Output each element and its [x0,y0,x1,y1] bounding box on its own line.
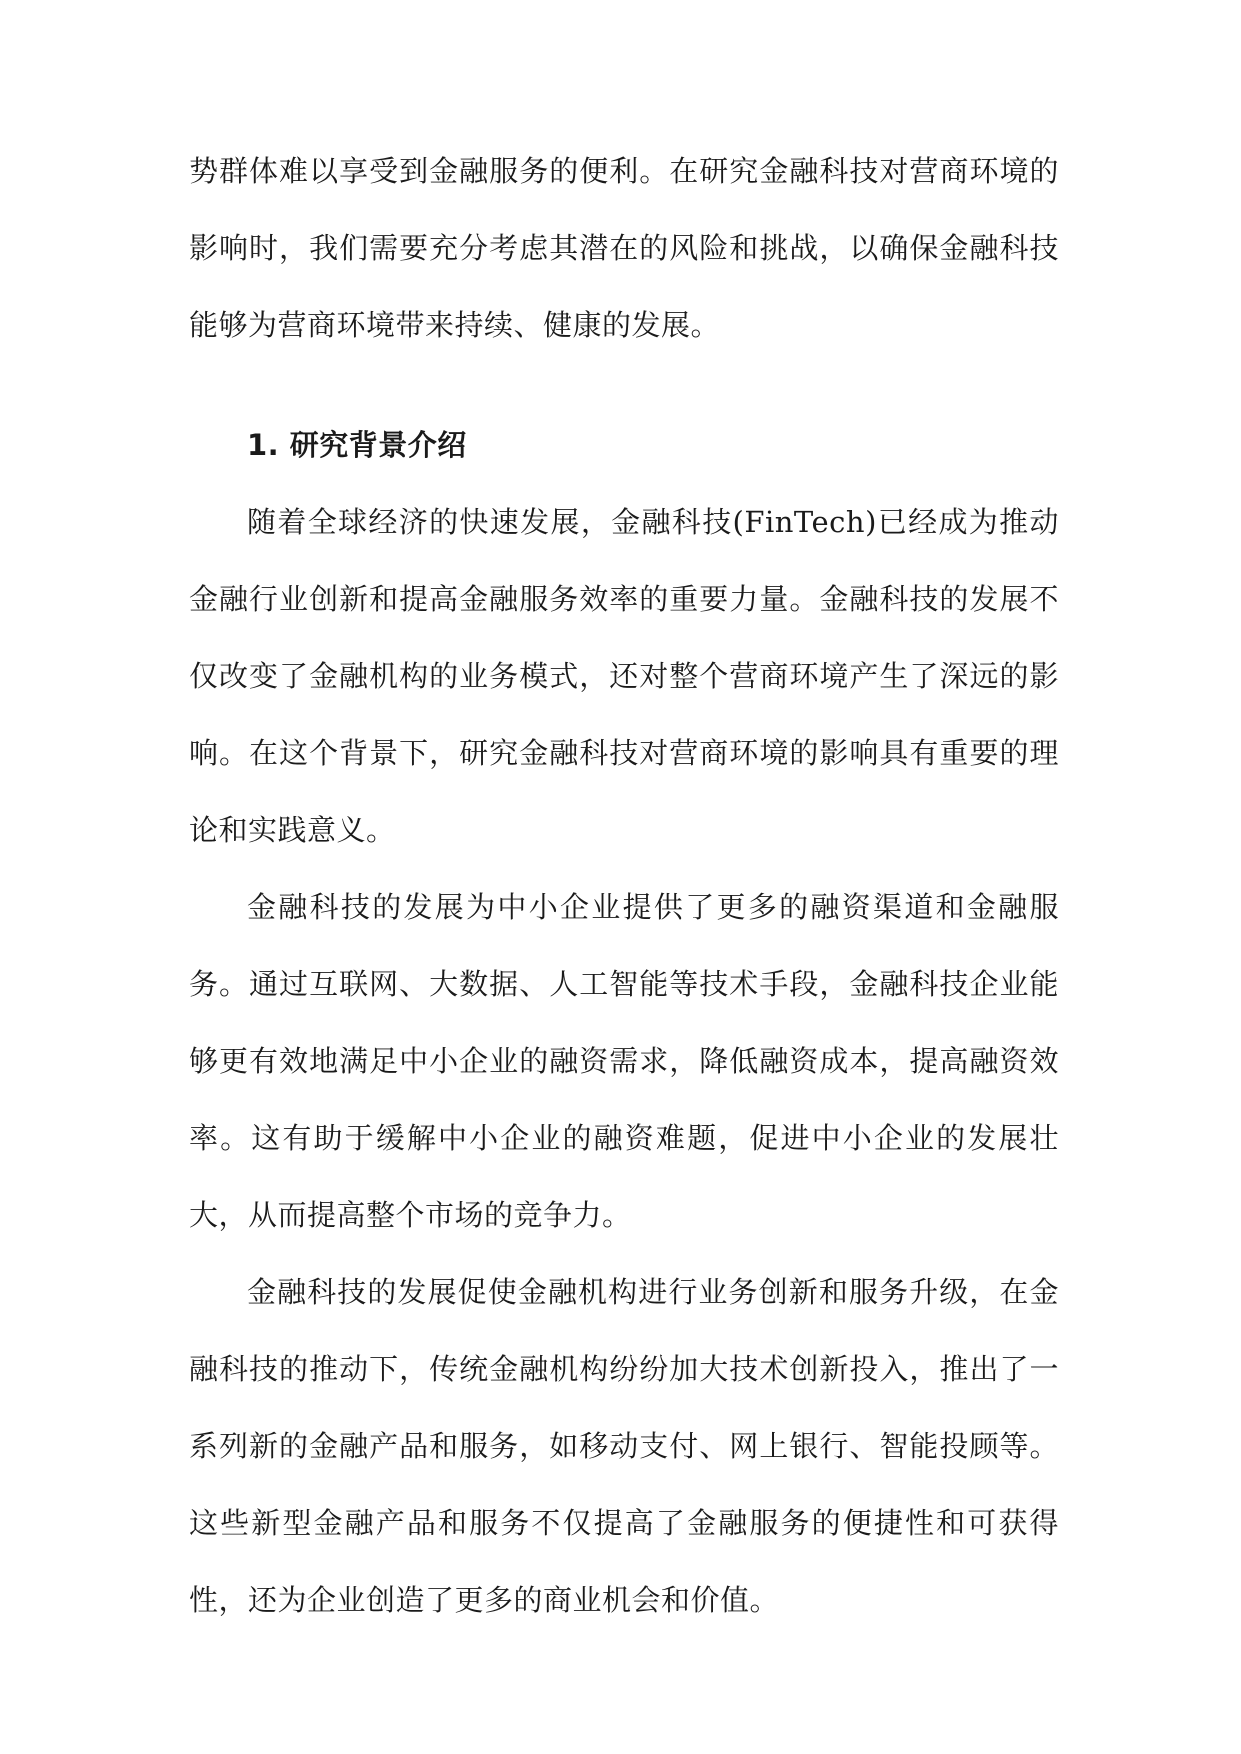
paragraph-background: 随着全球经济的快速发展，金融科技(FinTech)已经成为推动金融行业创新和提高金融服务效率的重要力量。金融科技的发展不仅改变了金融机构的业务模式，还对整个营商环境产生了深远的影响。在这个背景下，研究金融科技对营商环境的影响具有重要的理论和实践意义。 [189,505,1059,847]
paragraph-sme-financing: 金融科技的发展为中小企业提供了更多的融资渠道和金融服务。通过互联网、大数据、人工智能等技术手段，金融科技企业能够更有效地满足中小企业的融资需求，降低融资成本，提高融资效率。这有助于缓解中小企业的融资难题，促进中小企业的发展壮大，从而提高整个市场的竞争力。 [189,890,1059,1232]
section-gap [189,364,1059,407]
intro-continuation-paragraph: 势群体难以享受到金融服务的便利。在研究金融科技对营商环境的影响时，我们需要充分考虑其潜在的风险和挑战，以确保金融科技能够为营商环境带来持续、健康的发展。 [189,154,1059,342]
document-body [189,133,1059,1639]
paragraph-institution-innovation: 金融科技的发展促使金融机构进行业务创新和服务升级，在金融科技的推动下，传统金融机构纷纷加大技术创新投入，推出了一系列新的金融产品和服务，如移动支付、网上银行、智能投顾等。这些新型金融产品和服务不仅提高了金融服务的便捷性和可获得性，还为企业创造了更多的商业机会和价值。 [189,1275,1059,1617]
section-heading: 1. 研究背景介绍 [247,428,467,462]
